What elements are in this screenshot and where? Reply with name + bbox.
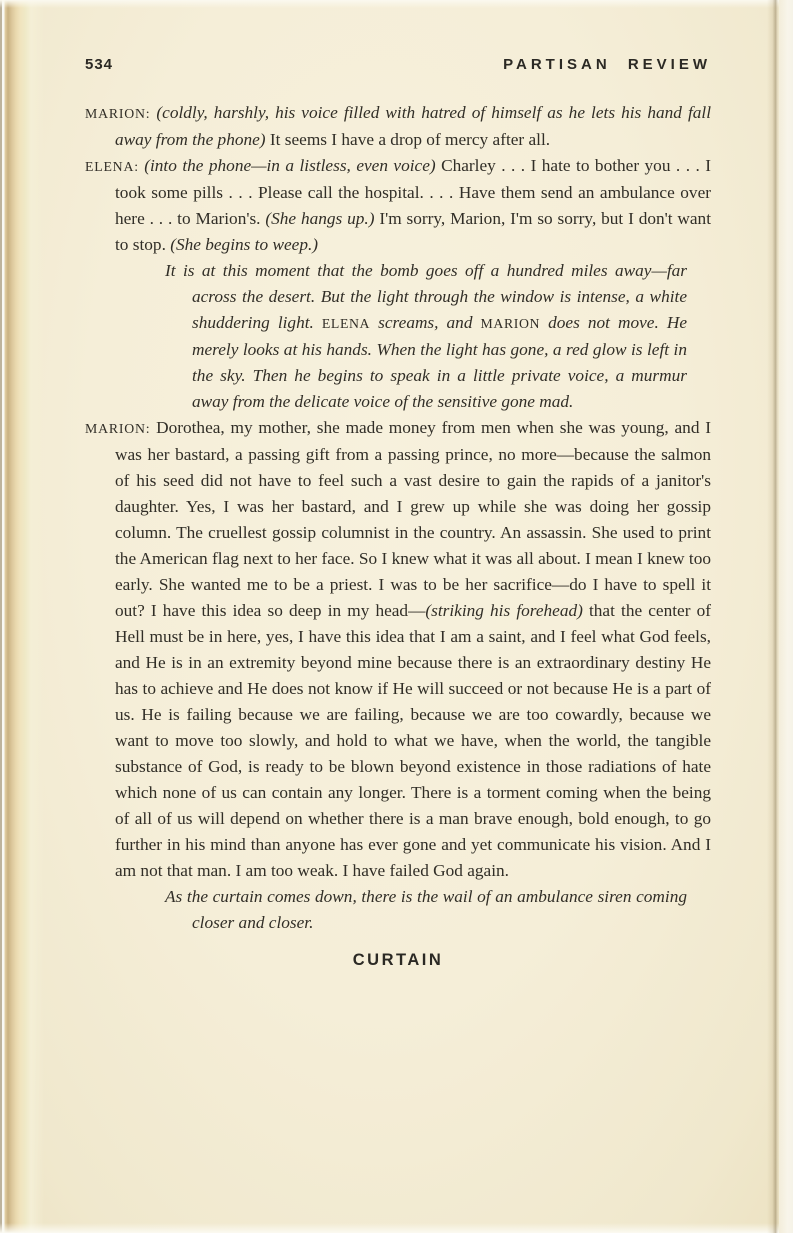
text-segment: Dorothea, my mother, she made money from men when she was young, and I was her bastard, a passing gift from a passing prince, no more—because the salmon of his seed did not have to feel such a vast desire to gain the rapids of a janitor's daughter. Yes, I was her bastard, and I grew up while she was doing her gossip column. The cruellest gossip columnist in the country. An assassin. She used to print the American flag next to her face. So I knew what it was all about. I mean I knew too early. She wanted me to be a priest. I was to be her sacrifice—do I have to spell it out? I have this idea so deep in my head—: [115, 418, 711, 620]
text-segment: (striking his forehead): [425, 601, 583, 620]
text-segment: (She begins to weep.): [170, 235, 319, 254]
speech-paragraph: [85, 153, 711, 258]
text-segment: MARION: [480, 316, 541, 331]
speaker-name: ELENA:: [85, 159, 145, 174]
page-bottom-edge: [0, 1223, 793, 1233]
page-number: 534: [85, 56, 114, 73]
text-segment: Charley . . . I hate to bother you . . . I took some pills . . . Please call the hospital. . . . Have them send an ambulance over here . . . to Marion's.: [115, 156, 711, 228]
text-segment: does not move. He merely looks at his hands. When the light has gone, a red glow is left in the sky. Then he begins to speak in a little private voice, a murmur away from the delicate voice of the sensitive gone mad.: [192, 313, 687, 411]
book-page-edges: [0, 0, 44, 1233]
text-segment: (into the phone—in a listless, even voice): [144, 156, 442, 175]
text-segment: (coldly, harshly, his voice filled with hatred of himself as he lets his hand fall away from the phone): [115, 103, 712, 149]
text-segment: that the center of Hell must be in here, yes, I have this idea that I am a saint, and I feel what God feels, and He is in an extremity beyond mine because there is an extraordinary destiny He has to achieve and He does not know if He will succeed or not because He is a part of us. He is failing because we are failing, because we are too cowardly, because we want to move too slowly, and hold to what we have, when the world, the tangible substance of God, is ready to be blown beyond existence in those radiations of hate which none of us can contain any longer. There is a torment coming when the being of all of us will depend on whether there is a man brave enough, bold enough, to go further in his mind than anyone has ever gone and yet communicate his vision. And I am not that man. I am too weak. I have failed God again.: [115, 601, 711, 880]
text-segment: I'm sorry, Marion, I'm so sorry, but I don't want to stop.: [115, 209, 711, 254]
page-crease: [767, 0, 779, 1233]
speaker-name: MARION:: [85, 421, 157, 436]
text-segment: ELENA: [321, 316, 371, 331]
page-top-edge: [0, 0, 793, 8]
speech-paragraph: [85, 100, 711, 153]
text-segment: It seems I have a drop of mercy after all.: [269, 130, 551, 149]
page-content: [85, 56, 711, 970]
text-segment: (She hangs up.): [265, 209, 380, 228]
running-head: [85, 56, 711, 73]
text-segment: It is at this moment that the bomb goes off a hundred miles away—far across the desert. But the light through the window is intense, a white shuddering light.: [165, 261, 687, 332]
stage-direction: [165, 258, 687, 415]
journal-title: PARTISAN REVIEW: [503, 56, 711, 73]
curtain-label: CURTAIN: [352, 951, 444, 969]
body-text: [85, 100, 711, 936]
page-right-edge: [779, 0, 793, 1233]
text-segment: screams, and: [370, 313, 481, 332]
speaker-name: MARION:: [85, 106, 157, 121]
speech-paragraph: [85, 415, 711, 884]
stage-direction: [165, 884, 687, 936]
text-segment: As the curtain comes down, there is the wail of an ambulance siren coming closer and closer.: [165, 887, 687, 932]
